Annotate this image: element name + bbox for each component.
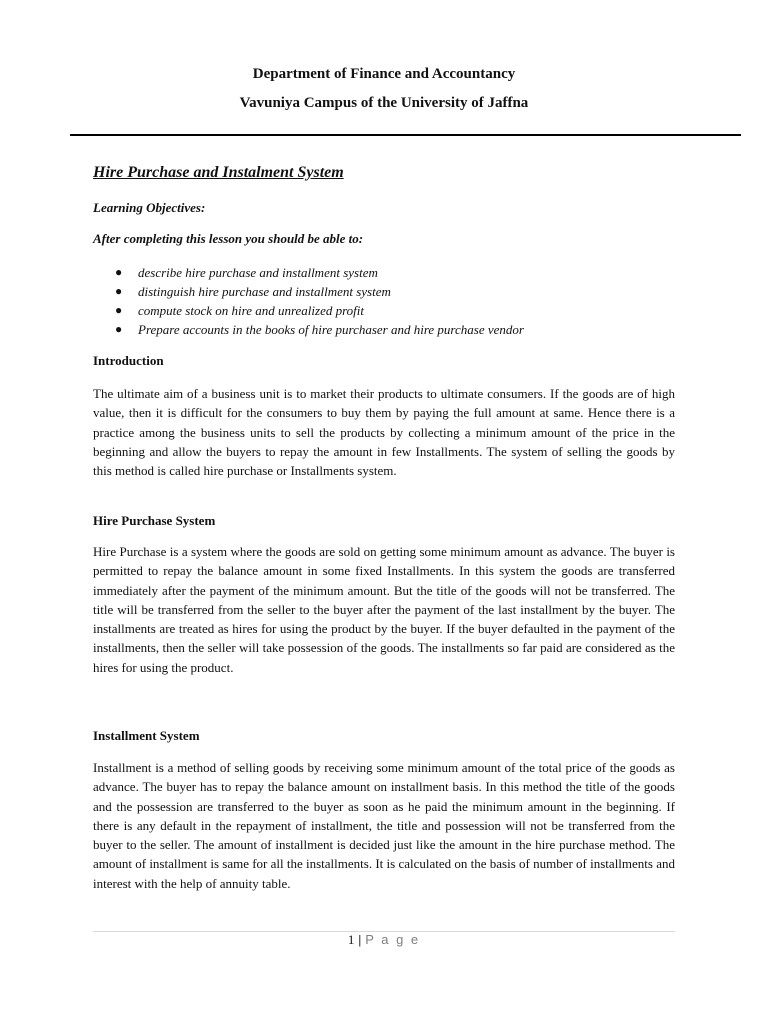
- page-separator: |: [358, 932, 362, 947]
- hire-purchase-paragraph: Hire Purchase is a system where the goods are sold on getting some minimum amount as advance. The buyer is permitted to repay the balance amount in some fixed Installments. In this system the goods are transferred immediately after the payment of the minimum amount. But the title of the goods will not be transferred. The title will be transferred from the seller to the buyer after the payment of the last installment by the buyer. The installments are treated as hires for using the product by the buyer. If the buyer defaulted in the payment of the installments, then the seller will take possession of the goods. The installments so far paid are considered as the hires for using the product.: [93, 544, 675, 675]
- list-item: [93, 320, 675, 339]
- objectives-list: [93, 263, 675, 339]
- department-heading: Department of Finance and Accountancy: [252, 66, 516, 82]
- bullet-icon: ●: [115, 322, 123, 336]
- page-number: 1: [347, 932, 355, 947]
- learning-objectives-label: Learning Objectives:: [93, 200, 206, 215]
- list-item: [93, 263, 675, 282]
- bullet-icon: ●: [115, 284, 123, 298]
- installment-heading: Installment System: [93, 728, 200, 743]
- campus-heading: Vavuniya Campus of the University of Jaffna: [239, 95, 529, 111]
- list-item: [93, 301, 675, 320]
- page-label: P a g e: [365, 932, 421, 947]
- introduction-heading: Introduction: [93, 353, 164, 368]
- hire-purchase-heading: Hire Purchase System: [93, 513, 216, 528]
- bullet-icon: ●: [115, 303, 123, 317]
- objective-text: Prepare accounts in the books of hire purchaser and hire purchase vendor: [138, 322, 524, 337]
- lesson-title: Hire Purchase and Instalment System: [93, 164, 344, 181]
- header-divider: [70, 134, 741, 136]
- bullet-icon: ●: [115, 265, 123, 279]
- objective-text: distinguish hire purchase and installment system: [138, 284, 391, 299]
- introduction-paragraph: The ultimate aim of a business unit is to market their products to ultimate consumers. If the goods are of high value, then it is difficult for the consumers to buy them by paying the full amount at same. Hence there is a practice among the business units to sell the products by collecting a minimum amount of the price in the beginning and allow the buyers to repay the amount in few Installments. The system of selling the goods by this method is called hire purchase or Installments system.: [93, 386, 675, 479]
- objective-text: compute stock on hire and unrealized profit: [138, 303, 365, 318]
- after-completing-label: After completing this lesson you should be able to:: [93, 231, 364, 246]
- installment-paragraph: Installment is a method of selling goods by receiving some minimum amount of the total price of the goods as advance. The buyer has to repay the balance amount on installment basis. In this method the title of the goods and the possession are transferred to the buyer as soon as he paid the minimum amount in the beginning. If there is any default in the repayment of installment, the title and possession will not be transferred from the buyer to the seller. The amount of installment is decided just like the amount in the hire purchase method. The amount of installment is same for all the installments. It is calculated on the basis of number of installments and interest with the help of annuity table.: [93, 760, 675, 891]
- objective-text: describe hire purchase and installment system: [138, 265, 378, 280]
- list-item: [93, 282, 675, 301]
- page-footer: [0, 932, 768, 948]
